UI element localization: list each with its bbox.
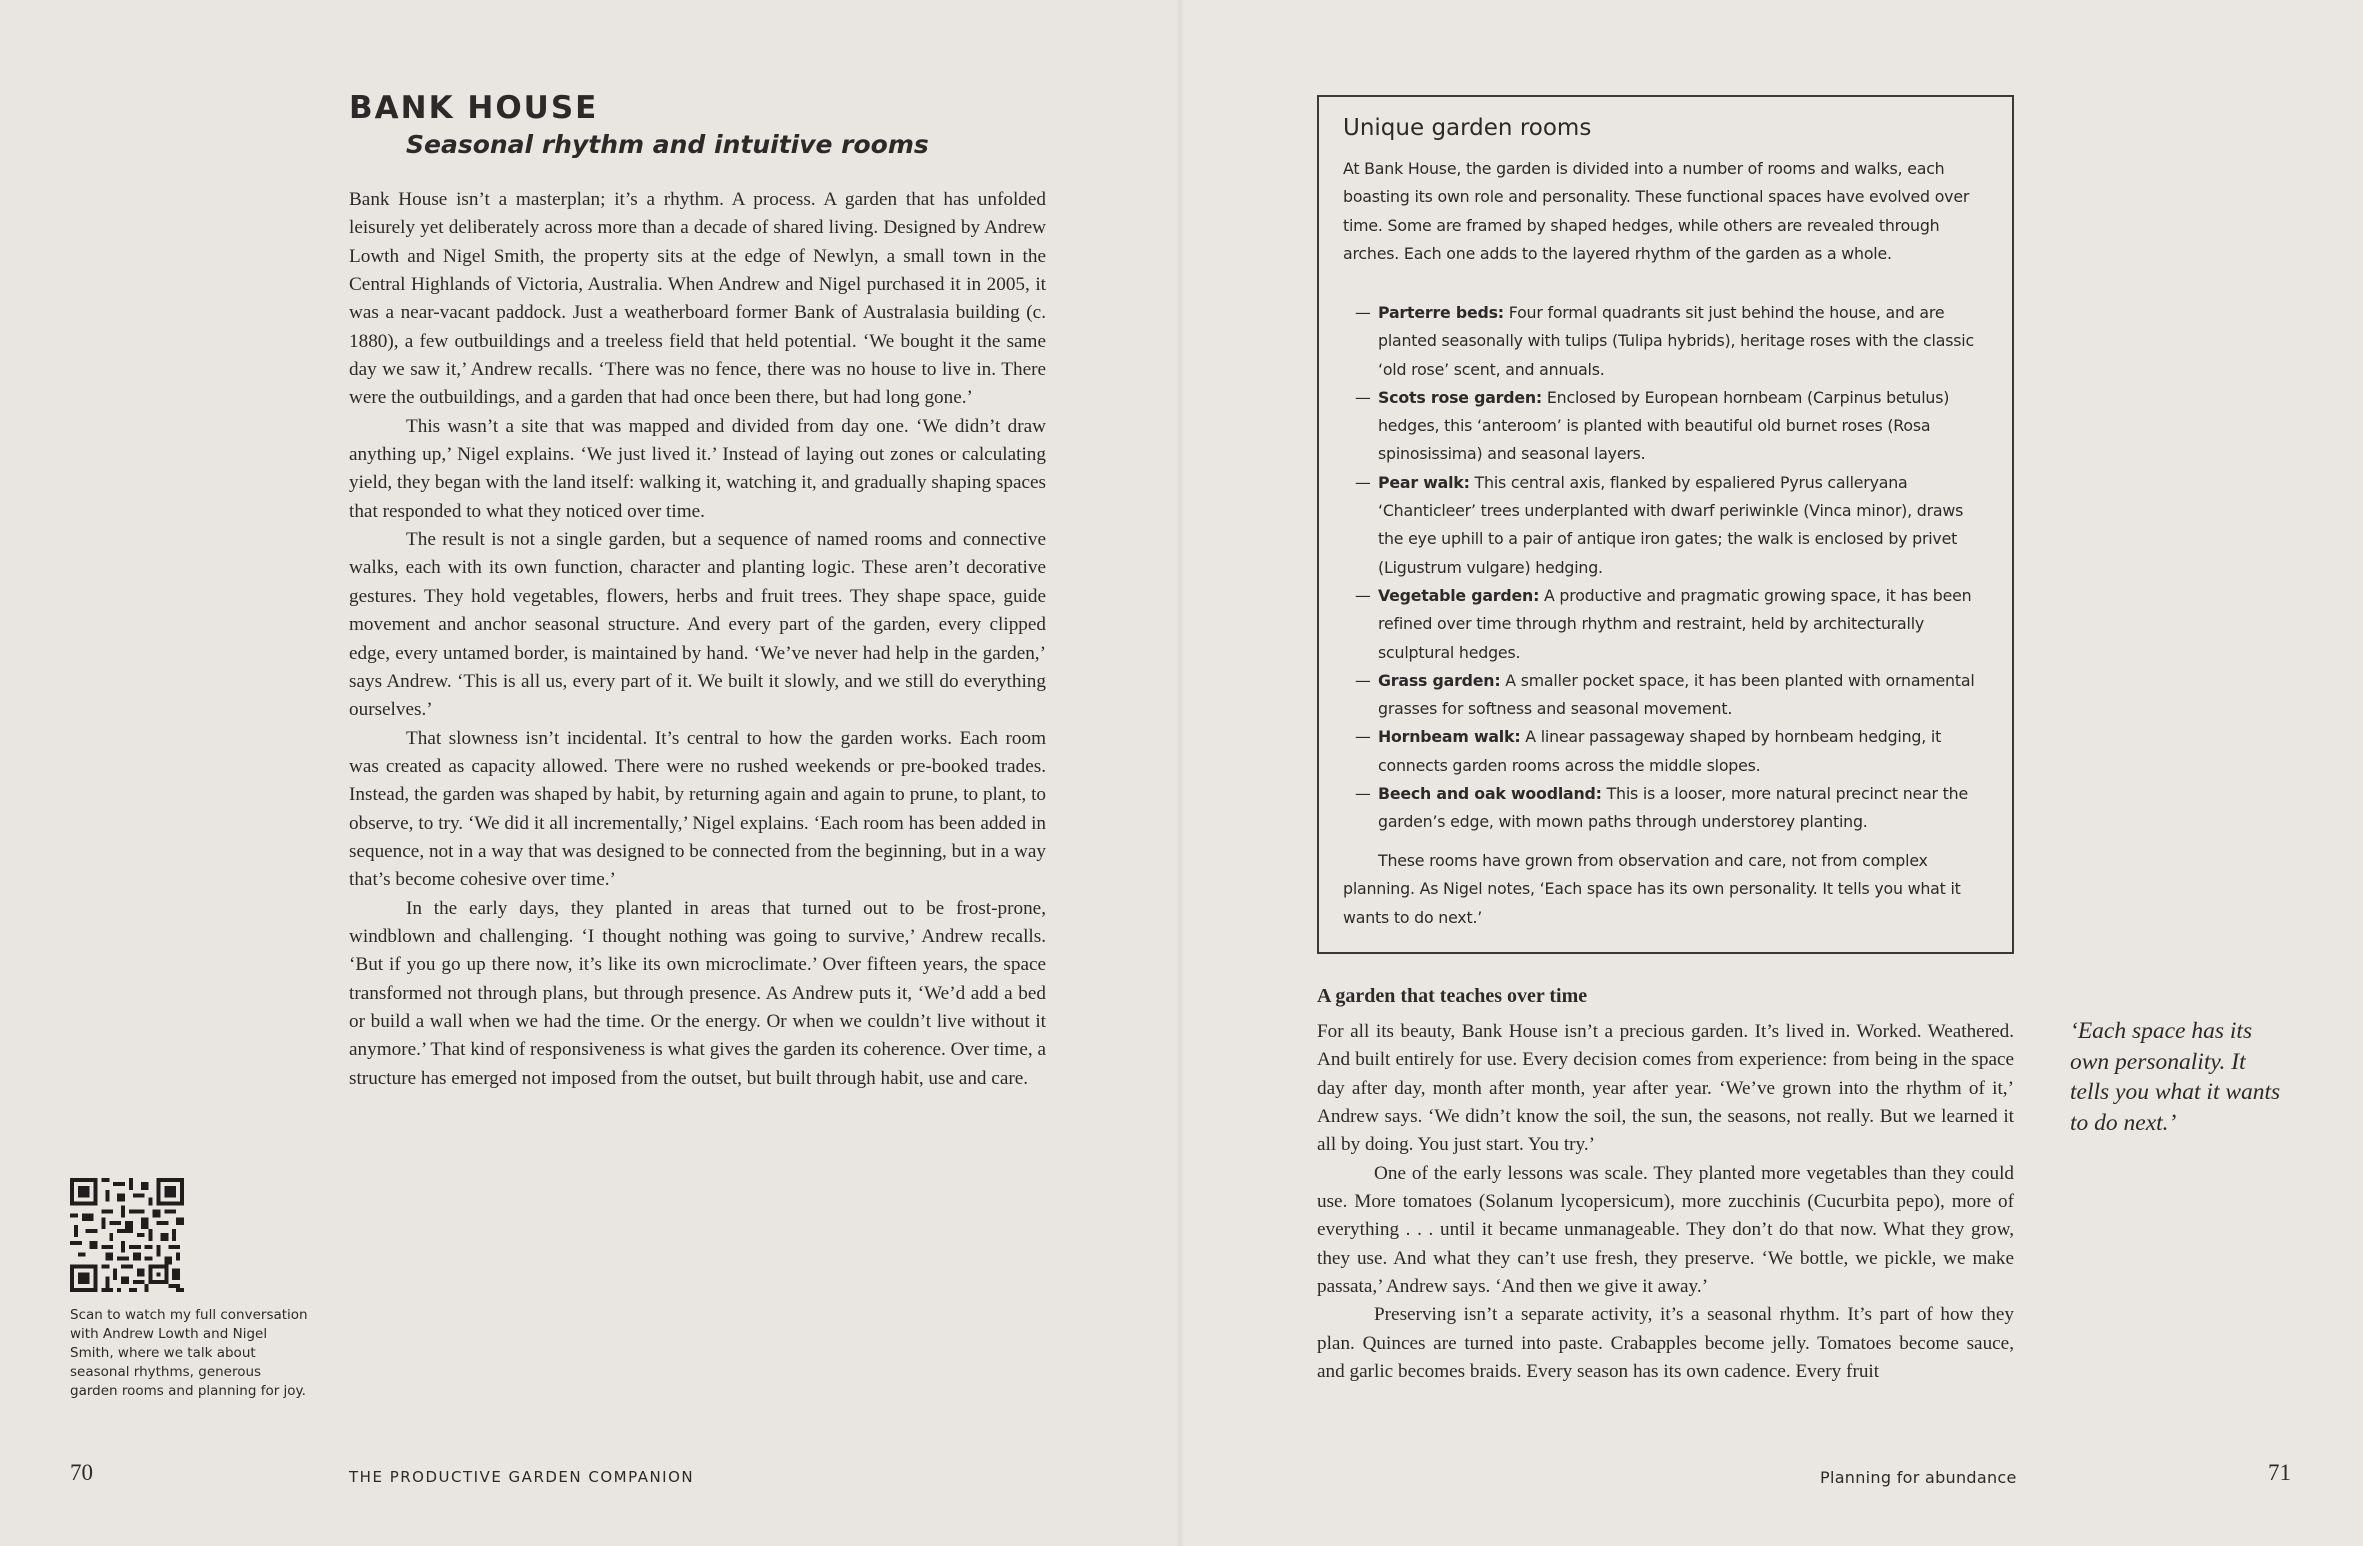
left-body-text <box>349 186 1046 1093</box>
paragraph: Preserving isn’t a separate activity, it’s a seasonal rhythm. It’s part of how they plan. Quinces are turned into paste. Crabapples become jelly. Tomatoes become sauce, and garlic becomes braids. Every season has its own cadence. Every fruit <box>1317 1304 2014 1383</box>
paragraph: For all its beauty, Bank House isn’t a precious garden. It’s lived in. Worked. Weathered. And built entirely for use. Every decision comes from experience: from being in the space day after day, month after month, year after year. ‘We’ve grown into the rhythm of it,’ Andrew says. ‘We didn’t know the soil, the sun, the seasons, not really. But we learned it all by doing. You just start. You try.’ <box>1317 1021 2014 1156</box>
item-name: Parterre beds: <box>1378 303 1504 322</box>
book-gutter <box>1176 0 1184 1546</box>
section-heading: A garden that teaches over time <box>1317 985 1588 1007</box>
qr-code-icon[interactable] <box>70 1178 184 1292</box>
running-head-left: THE PRODUCTIVE GARDEN COMPANION <box>349 1468 695 1486</box>
list-item <box>1343 469 1993 582</box>
page-title: BANK HOUSE <box>349 90 599 126</box>
dash: — <box>1355 670 1371 690</box>
item-name: Hornbeam walk: <box>1378 727 1521 747</box>
dash: — <box>1355 472 1371 492</box>
qr-caption: Scan to watch my full conversation with Andrew Lowth and Nigel Smith, where we talk about seasonal rhythms, generous garden rooms and planning for joy. <box>70 1307 308 1399</box>
list-item <box>1343 780 1993 837</box>
list-item <box>1343 384 1993 469</box>
running-head-right: Planning for abundance <box>1820 1468 2017 1487</box>
item-text: A productive and pragmatic growing space, it has been refined over time through rhythm and restraint, held by architecturally sculptural hedges. <box>1378 585 1972 662</box>
dash: — <box>1355 784 1371 804</box>
paragraph: This wasn’t a site that was mapped and divided from day one. ‘We didn’t draw anything up,’ Nigel explains. ‘We just lived it.’ Instead of laying out zones or calculating yield, they began with the land itself: walking it, watching it, and gradually shaping spaces that responded to what they noticed over time. <box>349 415 1046 522</box>
item-name: Scots rose garden: <box>1378 387 1543 407</box>
dash: — <box>1355 303 1371 322</box>
item-text: A smaller pocket space, it has been planted with ornamental grasses for softness and seasonal movement. <box>1378 670 1975 719</box>
sidebar-box <box>1317 95 2014 954</box>
paragraph: Bank House isn’t a masterplan; it’s a rhythm. A process. A garden that has unfolded leisurely yet deliberately across more than a decade of shared living. Designed by Andrew Lowth and Nigel Smith, the property sits at the edge of Newlyn, a small town in the Central Highlands of Victoria, Australia. When Andrew and Nigel purchased it in 2005, it was a near-vacant paddock. Just a weatherboard former Bank of Australasia building (c. 1880), a few outbuildings and a treeless field that held potential. ‘We bought it the same day we saw it,’ Andrew recalls. ‘There was no fence, there was no house to live in. There were the outbuildings, and a garden that had once been there, but had long gone.’ <box>349 189 1046 409</box>
left-page <box>0 0 1180 1546</box>
pull-quote: ‘Each space has its own personality. It tells you what it wants to do next.’ <box>2070 1018 2281 1137</box>
item-text: This central axis, flanked by espaliered Pyrus calleryana ‘Chanticleer’ trees underplanted with dwarf periwinkle (Vinca minor), draws the eye uphill to a pair of antique iron gates; the walk is enclosed by privet (Ligustrum vulgare) hedging. <box>1378 472 1964 577</box>
box-closing: These rooms have grown from observation and care, not from complex planning. As Nigel notes, ‘Each space has its own personality. It tells you what it wants to do next.’ <box>1343 851 1961 927</box>
box-intro: At Bank House, the garden is divided into a number of rooms and walks, each boasting its own role and personality. These functional spaces have evolved over time. Some are framed by shaped hedges, while others are revealed through arches. Each one adds to the layered rhythm of the garden as a whole. <box>1343 159 1970 264</box>
box-title: Unique garden rooms <box>1343 115 1592 141</box>
item-name: Vegetable garden: <box>1378 585 1540 605</box>
item-name: Grass garden: <box>1378 670 1501 690</box>
item-name: Pear walk: <box>1378 472 1470 492</box>
dash: — <box>1355 585 1371 605</box>
paragraph: That slowness isn’t incidental. It’s central to how the garden works. Each room was created as capacity allowed. There were no rushed weekends or pre-booked trades. Instead, the garden was shaped by habit, by returning again and again to prune, to plant, to observe, to try. ‘We did it all incrementally,’ Nigel explains. ‘Each room has been added in sequence, not in a way that was designed to be connected from the beginning, but in a way that’s become cohesive over time.’ <box>349 727 1046 891</box>
item-text: Four formal quadrants sit just behind the house, and are planted seasonally with tulips (Tulipa hybrids), heritage roses with the classic ‘old rose’ scent, and annuals. <box>1378 303 1974 379</box>
dash: — <box>1355 387 1371 407</box>
list-item <box>1343 299 1993 384</box>
item-text: Enclosed by European hornbeam (Carpinus betulus) hedges, this ‘anteroom’ is planted with beautiful old burnet roses (Rosa spinosissima) and seasonal layers. <box>1378 387 1950 464</box>
garden-rooms-list <box>1343 299 1993 837</box>
item-text: This is a looser, more natural precinct near the garden’s edge, with mown paths through understorey planting. <box>1378 784 1968 832</box>
paragraph: In the early days, they planted in areas that turned out to be frost-prone, windblown and challenging. ‘I thought nothing was going to survive,’ Andrew recalls. ‘But if you go up there now, it’s like its own microclimate.’ Over fifteen years, the space transformed not through plans, but through presence. As Andrew puts it, ‘We’d add a bed or build a wall when we had the time. Or the energy. Or when we couldn’t live without it anymore.’ That kind of responsiveness is what gives the garden its coherence. Over time, a structure has emerged not imposed from the outset, but built through habit, use and care. <box>349 897 1046 1089</box>
list-item <box>1343 667 1993 724</box>
paragraph: The result is not a single garden, but a sequence of named rooms and connective walks, each with its own function, character and planting logic. These aren’t decorative gestures. They hold vegetables, flowers, herbs and fruit trees. They shape space, guide movement and anchor seasonal structure. And every part of the garden, every clipped edge, every untamed border, is maintained by hand. ‘We’ve never had help in the garden,’ says Andrew. ‘This is all us, every part of it. We built it slowly, and we still do everything ourselves.’ <box>349 529 1046 721</box>
list-item <box>1343 582 1993 667</box>
list-item <box>1343 723 1993 780</box>
dash: — <box>1355 727 1371 747</box>
folio-right: 71 <box>2268 1460 2291 1485</box>
paragraph: One of the early lessons was scale. They planted more vegetables than they could use. More tomatoes (Solanum lycopersicum), more zucchinis (Cucurbita pepo), more of everything . . . until it became unmanageable. They don’t do that now. What they grow, they use. And what they can’t use fresh, they preserve. ‘We bottle, we pickle, we make passata,’ Andrew says. ‘And then we give it away.’ <box>1317 1162 2014 1298</box>
right-body-text <box>1317 1018 2014 1383</box>
item-name: Beech and oak woodland: <box>1378 784 1602 804</box>
item-text: A linear passageway shaped by hornbeam hedging, it connects garden rooms across the middle slopes. <box>1378 727 1942 775</box>
folio-left: 70 <box>70 1460 93 1485</box>
page-subtitle: Seasonal rhythm and intuitive rooms <box>406 130 929 159</box>
